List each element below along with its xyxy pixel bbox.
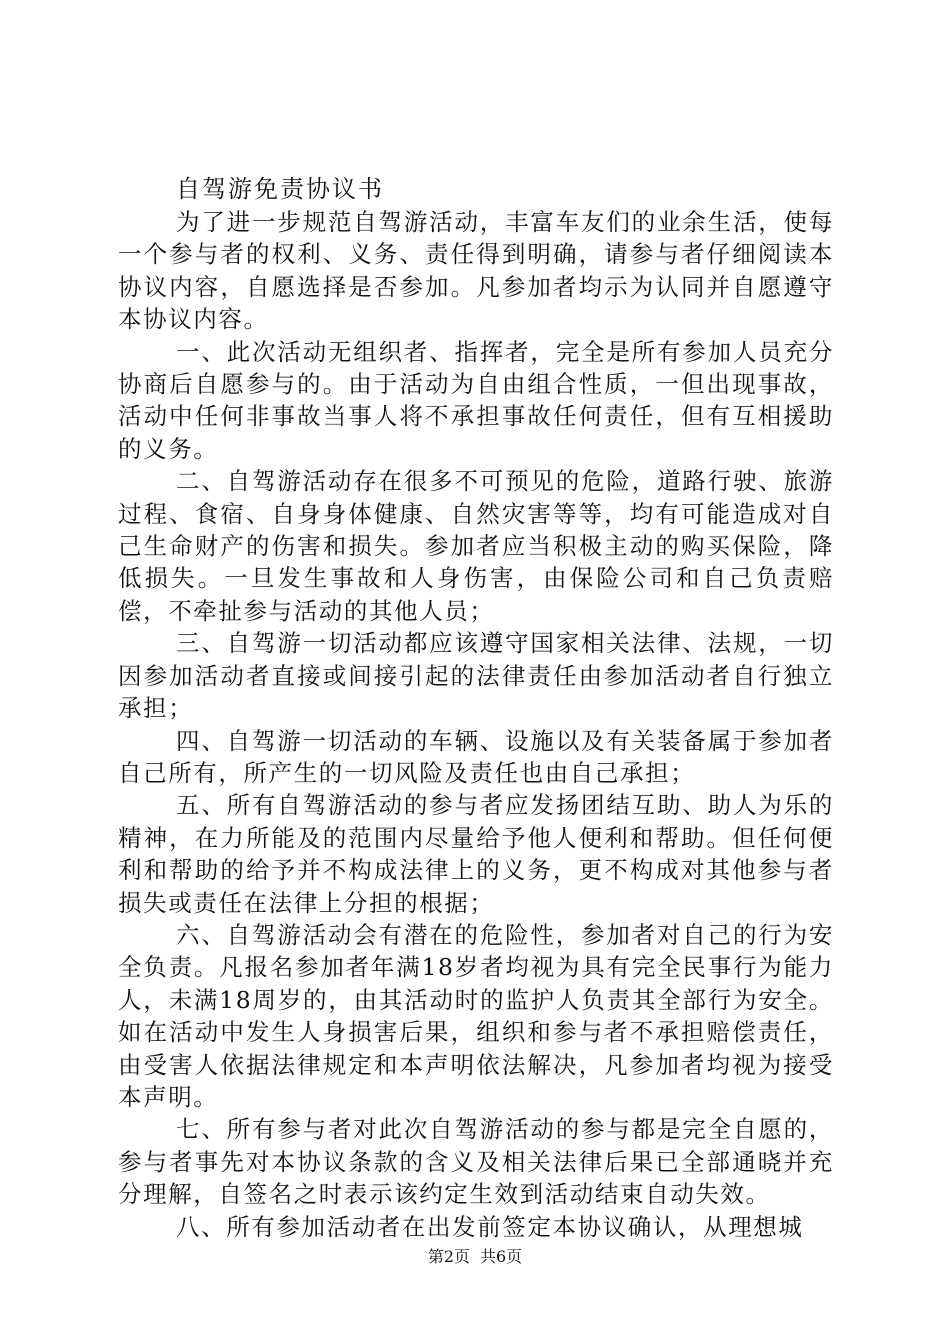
clause-3-paragraph: 三、自驾游一切活动都应该遵守国家相关法律、法规，一切因参加活动者直接或间接引起的法律责任由参加活动者自行独立承担； bbox=[118, 629, 834, 723]
document-body bbox=[118, 172, 834, 1243]
clause-5-paragraph: 五、所有自驾游活动的参与者应发扬团结互助、助人为乐的精神，在力所能及的范围内尽量给予他人便利和帮助。但任何便利和帮助的给予并不构成法律上的义务，更不构成对其他参与者损失或责任在法律上分担的根据； bbox=[118, 791, 834, 917]
page-number: 第2页 bbox=[427, 1247, 470, 1266]
document-title: 自驾游免责协议书 bbox=[176, 175, 384, 203]
clause-8-paragraph: 八、所有参加活动者在出发前签定本协议确认，从理想城 bbox=[176, 1212, 804, 1241]
clause-7-paragraph: 七、所有参与者对此次自驾游活动的参与都是完全自愿的，参与者事先对本协议条款的含义及相关法律后果已全部通晓并充分理解，自签名之时表示该约定生效到活动结束自动失效。 bbox=[118, 1115, 834, 1209]
page-footer bbox=[0, 1244, 950, 1267]
clause-4-paragraph: 四、自驾游一切活动的车辆、设施以及有关装备属于参加者自己所有，所产生的一切风险及责任也由自己承担； bbox=[118, 726, 834, 787]
clause-2-paragraph: 二、自驾游活动存在很多不可预见的危险，道路行驶、旅游过程、食宿、自身身体健康、自然灾害等等，均有可能造成对自己生命财产的伤害和损失。参加者应当积极主动的购买保险，降低损失。一旦发生事故和人身伤害，由保险公司和自己负责赔偿，不牵扯参与活动的其他人员； bbox=[118, 467, 834, 625]
clause-6-paragraph: 六、自驾游活动会有潜在的危险性，参加者对自己的行为安全负责。凡报名参加者年满18岁者均视为具有完全民事行为能力人，未满18周岁的，由其活动时的监护人负责其全部行为安全。如在活动中发生人身损害后果，组织和参与者不承担赔偿责任，由受害人依据法律规定和本声明依法解决，凡参加者均视为接受本声明。 bbox=[118, 920, 834, 1111]
page-total: 共6页 bbox=[480, 1247, 523, 1266]
intro-paragraph: 为了进一步规范自驾游活动，丰富车友们的业余生活，使每一个参与者的权利、义务、责任得到明确，请参与者仔细阅读本协议内容，自愿选择是否参加。凡参加者均示为认同并自愿遵守本协议内容。 bbox=[118, 208, 834, 334]
clause-1-paragraph: 一、此次活动无组织者、指挥者，完全是所有参加人员充分协商后自愿参与的。由于活动为自由组合性质，一但出现事故，活动中任何非事故当事人将不承担事故任何责任，但有互相援助的义务。 bbox=[118, 337, 834, 463]
